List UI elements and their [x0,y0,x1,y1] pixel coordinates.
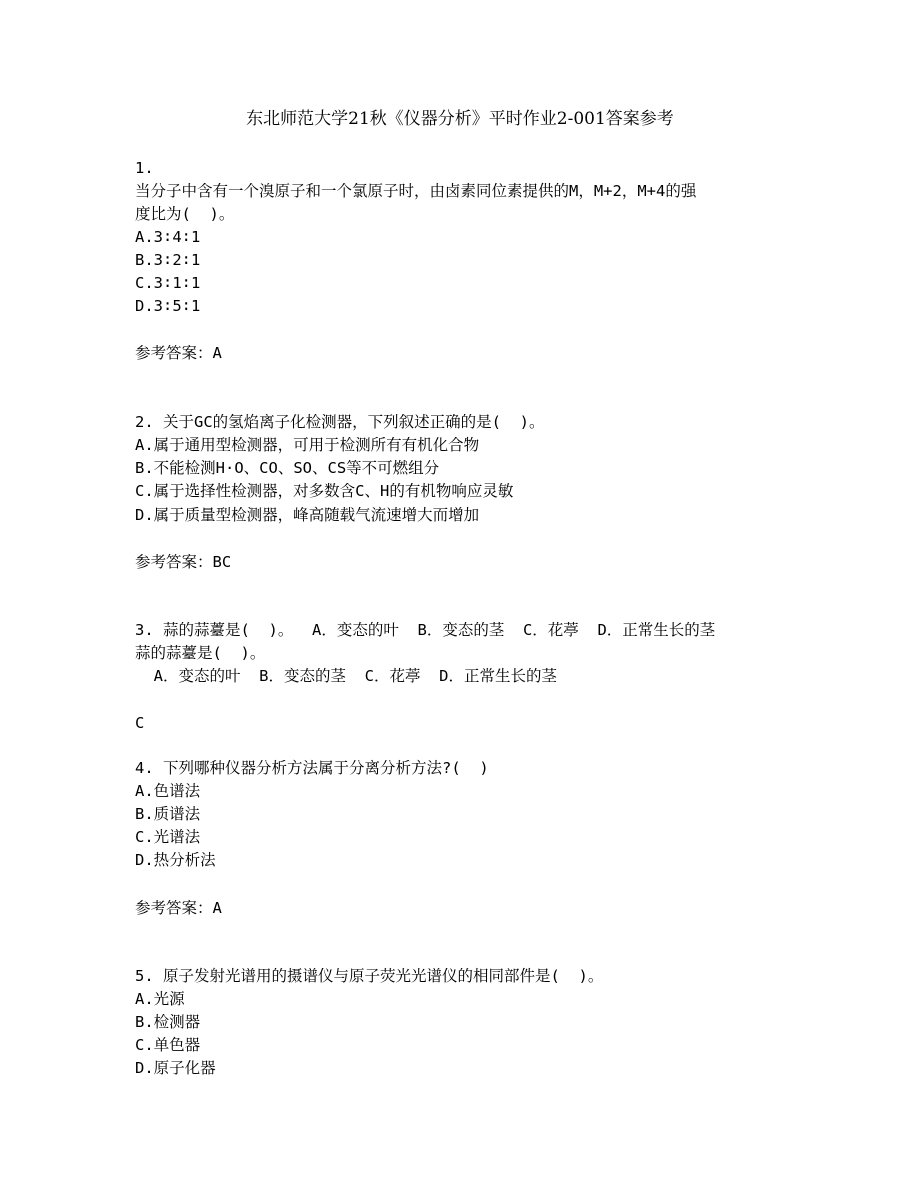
q3-answer: C [135,714,145,732]
q5-option-c: C.单色器 [135,1036,201,1054]
q1-option-b: B.3∶2∶1 [135,251,201,269]
q1-stem-line-1: 当分子中含有一个溴原子和一个氯原子时，由卤素同位素提供的M，M+2，M+4的强 [135,182,697,200]
q1-number: 1. [135,159,154,177]
q4-option-d: D.热分析法 [135,851,216,869]
q3-options: A．变态的叶 B．变态的茎 C．花葶 D．正常生长的茎 [135,667,557,685]
q4-option-a: A.色谱法 [135,782,201,800]
q2-stem: 2. 关于GC的氢焰离子化检测器，下列叙述正确的是( )。 [135,413,545,431]
q5-option-a: A.光源 [135,990,185,1008]
q2-option-a: A.属于通用型检测器，可用于检测所有有机化合物 [135,436,480,454]
q1-option-c: C.3∶1∶1 [135,274,201,292]
q4-option-b: B.质谱法 [135,805,201,823]
q1-option-a: A.3∶4∶1 [135,228,201,246]
q1-stem-line-2: 度比为( )。 [135,205,235,223]
q2-option-c: C.属于选择性检测器，对多数含C、H的有机物响应灵敏 [135,482,514,500]
q3-stem-line-1: 3. 蒜的蒜薹是( )。 A．变态的叶 B．变态的茎 C．花葶 D．正常生长的茎 [135,621,716,639]
q5-option-b: B.检测器 [135,1013,201,1031]
q2-answer: 参考答案：BC [135,553,232,571]
q1-option-d: D.3∶5∶1 [135,297,201,315]
q1-answer: 参考答案：A [135,344,222,362]
q2-option-d: D.属于质量型检测器，峰高随载气流速增大而增加 [135,506,480,524]
q3-stem-line-2: 蒜的蒜薹是( )。 [135,644,266,662]
q5-option-d: D.原子化器 [135,1059,216,1077]
q4-answer: 参考答案：A [135,899,222,917]
q4-option-c: C.光谱法 [135,828,201,846]
q2-option-b: B.不能检测H·O、CO、SO、CS等不可燃组分 [135,459,440,477]
q5-stem: 5. 原子发射光谱用的摄谱仪与原子荧光光谱仪的相同部件是( )。 [135,967,604,985]
document-title: 东北师范大学21秋《仪器分析》平时作业2-001答案参考 [246,109,674,129]
q4-stem: 4. 下列哪种仪器分析方法属于分离分析方法?( ) [135,759,489,777]
